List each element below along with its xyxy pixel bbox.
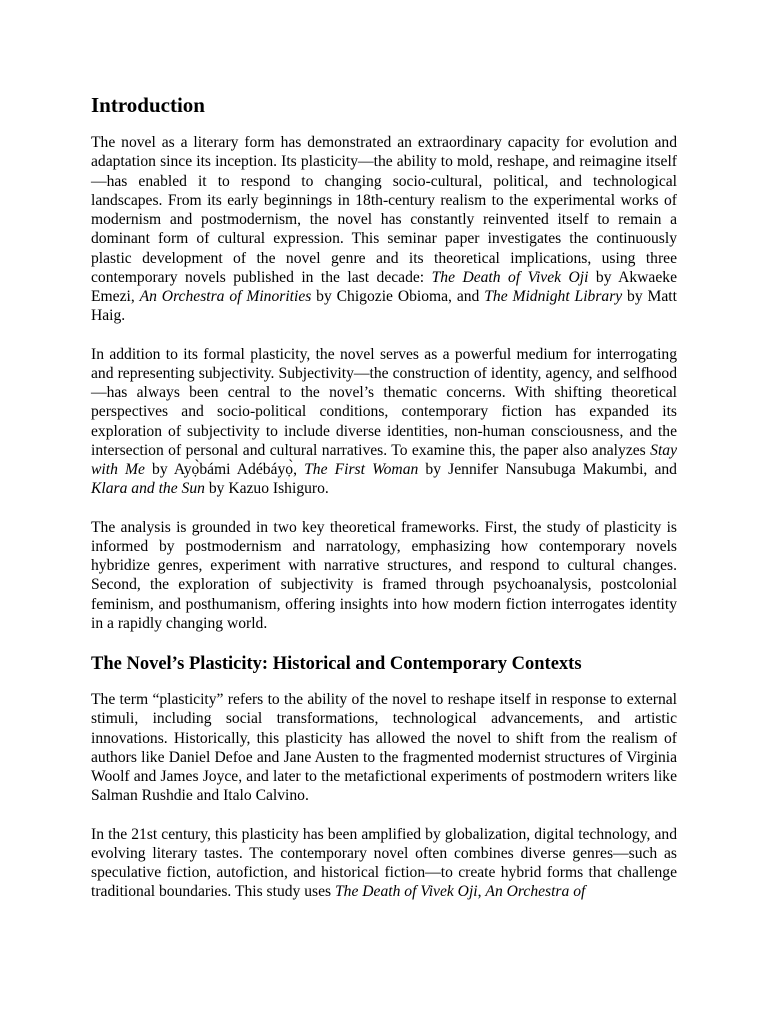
intro-paragraph-3: The analysis is grounded in two key theoretical frameworks. First, the study of plasticity is informed by postmodernism and narratology, emphasizing how contemporary novels hybridize genres, experiment with narrative structures, and respond to cultural changes. Second, the exploration of subjectivity is framed through psychoanalysis, postcolonial feminism, and posthumanism, offering insights into how modern fiction interrogates identity in a rapidly changing world. [91, 518, 677, 632]
book-title: An Orchestra of Minorities [139, 288, 312, 305]
book-title: The Death of Vivek Oji [335, 883, 478, 901]
text-span: by Akwaeke Emezi, [91, 268, 677, 305]
text-span: In addition to its formal plasticity, the novel serves as a powerful medium for interrogating and representing subjectivity. Subjectivity—the construction of identity, agency, and selfhood—has always been central to the novel’s thematic concerns. With shifting theoretical perspectives and socio-political conditions, contemporary fiction has expanded its exploration of subjectivity to include diverse identities, non-human consciousness, and the intersection of personal and cultural narratives. To examine this, the paper also analyzes [91, 345, 677, 459]
book-title: The First Woman [304, 461, 419, 478]
book-title: The Midnight Library [484, 288, 623, 305]
text-span: by Ayọ̀bámi Adébáyọ̀, [144, 461, 305, 478]
intro-paragraph-1 [91, 133, 677, 326]
text-span: , [477, 883, 486, 901]
text-span: by Matt Haig. [91, 288, 677, 325]
book-title: An Orchestra of [485, 883, 586, 901]
plasticity-paragraph-1: The term “plasticity” refers to the ability of the novel to reshape itself in response to external stimuli, including social transformations, technological advancements, and artistic innovations. Historically, this plasticity has allowed the novel to shift from the realism of authors like Daniel Defoe and Jane Austen to the fragmented modernist structures of Virginia Woolf and James Joyce, and later to the metafictional experiments of postmodern writers like Salman Rushdie and Italo Calvino. [91, 691, 677, 805]
text-span: The novel as a literary form has demonstrated an extraordinary capacity for evolution and adaptation since its inception. Its plasticity—the ability to mold, reshape, and reimagine itself—has enabled it to respond to changing socio-cultural, political, and technological landscapes. From its early beginnings in 18th-century realism to the experimental works of modernism and postmodernism, the novel has constantly reinvented itself to remain a dominant form of cultural expression. This seminar paper investigates the continuously plastic development of the novel genre and its theoretical implications, using three contemporary novels published in the last decade: [91, 134, 677, 286]
book-title: Klara and the Sun [91, 480, 205, 498]
text-span: by Jennifer Nansubuga Makumbi, and [418, 461, 677, 478]
text-span: by Kazuo Ishiguro. [204, 480, 329, 498]
plasticity-paragraph-2 [91, 825, 677, 902]
book-title: Stay with Me [91, 441, 677, 478]
text-span: by Chigozie Obioma, and [311, 288, 485, 305]
plasticity-heading: The Novel’s Plasticity: Historical and Contemporary Contexts [91, 654, 582, 674]
book-title: The Death of Vivek Oji [431, 268, 589, 286]
document-body [91, 92, 677, 902]
text-span: In the 21st century, this plasticity has been amplified by globalization, digital technology, and evolving literary tastes. The contemporary novel often combines diverse genres—such as speculative fiction, autofiction, and historical fiction—to create hybrid forms that challenge traditional boundaries. This study uses [91, 825, 677, 901]
intro-paragraph-2 [91, 345, 677, 499]
introduction-heading: Introduction [91, 93, 205, 117]
